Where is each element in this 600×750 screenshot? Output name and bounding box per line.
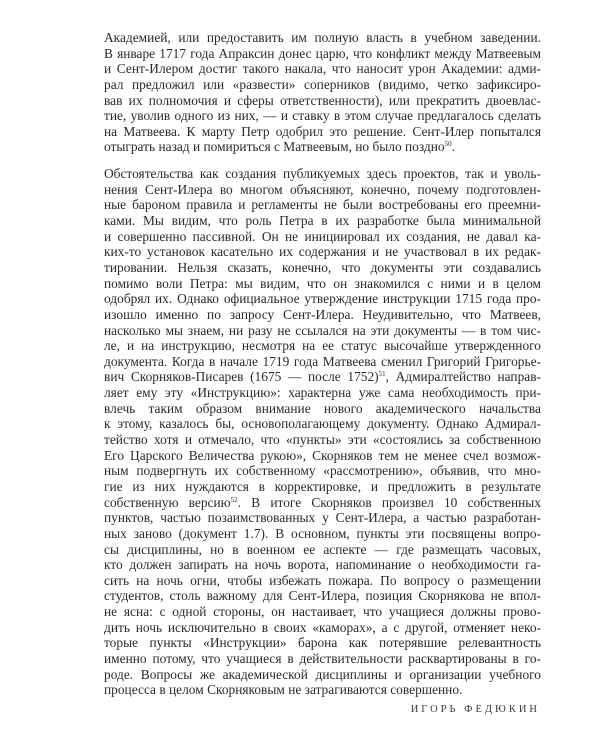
text-line [104, 495, 541, 511]
text-line [104, 108, 541, 124]
line-text: изошло именно по запросу Сент-Илера. Неудивительно, что Матвеев, [104, 306, 541, 322]
line-text: студентов, столь важному для Сент-Илера, позиция Скорнякова не впол- [104, 588, 541, 604]
text-line [104, 139, 541, 155]
text-line [104, 307, 541, 323]
text-line [104, 338, 541, 354]
text-line [104, 354, 541, 370]
text-line [104, 588, 541, 604]
text-line [104, 213, 541, 229]
line-text: ких-то установок касательно их содержания и не участвовал в их редак- [104, 244, 541, 260]
text-line [104, 244, 541, 260]
text-line [104, 276, 541, 292]
text-line [104, 635, 541, 651]
line-text: тейство хотя и отмечало, что «пункты» эти «состоялись за собственною [104, 432, 541, 448]
text-line [104, 667, 541, 683]
text-line [104, 385, 541, 401]
line-text: собственную версию [104, 494, 231, 510]
text-line [104, 510, 541, 526]
line-text: влечь таким образом внимание нового академического начальства [104, 400, 541, 416]
text-line [104, 620, 541, 636]
text-line [104, 557, 541, 573]
text-line [104, 651, 541, 667]
line-text: дить ночь исключительно в своих «каморах», а с другой, отменяет неко- [104, 619, 541, 635]
line-text: ных заново (документ 1.7). В основном, пункты эти посвящены вопро- [104, 525, 541, 541]
line-text: к этому, казалось бы, основополагающему документу. Однако Адмирал- [104, 416, 541, 432]
footnote-ref: 52 [230, 495, 238, 504]
text-line [104, 124, 541, 140]
line-text: роде. Вопросы же академической дисциплины и организации учебного [104, 666, 541, 682]
text-line [104, 77, 541, 93]
line-text: тие, уволив одного из них, — и ставку в этом случае предлагалось сделать [104, 108, 541, 124]
paragraph [104, 30, 541, 155]
text-line [104, 197, 541, 213]
text-line [104, 182, 541, 198]
line-text: вич Скорняков-Писарев (1675 — после 1752) [104, 369, 379, 385]
line-text: нения Сент-Илера во многом объясняют, конечно, почему подготовлен- [104, 181, 541, 197]
text-line [104, 93, 541, 109]
text-line [104, 463, 541, 479]
line-text: одобрял их. Однако официальное утверждение инструкции 1715 года про- [104, 291, 541, 307]
line-text-after-note: , Адмиралтейство направ- [385, 369, 541, 385]
text-line [104, 401, 541, 417]
line-text: помимо воли Петра: мы видим, что он знакомился с ними и в целом [104, 275, 541, 291]
text-line [104, 682, 541, 698]
line-text: отыграть назад и помириться с Матвеевым, но было поздно [104, 139, 445, 155]
paragraph [104, 166, 541, 698]
line-text: и Сент-Илером достиг такого накала, что наносит урон Академии: адми- [104, 61, 541, 77]
text-line [104, 526, 541, 542]
text-line [104, 542, 541, 558]
line-text: тировании. Нельзя сказать, конечно, что документы эти создавались [104, 259, 541, 275]
text-line [104, 291, 541, 307]
text-line [104, 323, 541, 339]
running-footer-author: ИГОРЬ ФЕДЮКИН [410, 704, 540, 715]
text-line [104, 260, 541, 276]
line-text: сить на ночь огни, чтобы избежать пожара. По вопросу о размещении [104, 572, 541, 588]
line-text: ные бароном правила и регламенты не были востребованы его преемни- [104, 197, 541, 213]
line-text: кто должен запирать на ночь ворота, напоминание о необходимости га- [104, 557, 541, 573]
text-line [104, 166, 541, 182]
line-text: вав их полномочия и сферы ответственности), или прекратить двоевлас- [104, 92, 541, 108]
line-text: Академией, или предоставить им полную власть в учебном заведении. [104, 30, 541, 45]
line-text: ками. Мы видим, что роль Петра в их разработке была минимальной [104, 213, 541, 229]
line-text: именно потому, что учащиеся в действительности расквартированы в го- [104, 650, 541, 666]
line-text: Обстоятельства как создания публикуемых здесь проектов, так и уволь- [104, 166, 541, 182]
text-line [104, 61, 541, 77]
line-text: ным подвергнуть их собственному «рассмотрению», объявив, что мно- [104, 463, 541, 479]
text-line [104, 432, 541, 448]
text-line [104, 448, 541, 464]
line-text: насколько мы знаем, ни разу не ссылался на эти документы — в том чис- [104, 322, 541, 338]
text-line [104, 604, 541, 620]
line-text: документа. Когда в начале 1719 года Матвеева сменил Григорий Григорье- [104, 353, 541, 369]
line-text: ле, и на инструкцию, несмотря на ее статус высочайше утвержденного [104, 338, 541, 354]
line-text: Его Царского Величества рукою», Скорняков тем не менее счел возмож- [104, 447, 541, 463]
line-text: рал предложил или «развести» соперников (видимо, четко зафиксиро- [104, 76, 541, 92]
line-text: на Матвеева. К марту Петр одобрил это решение. Сент-Илер попытался [104, 123, 541, 139]
text-line [104, 416, 541, 432]
line-text: процесса в целом Скорняковым не затрагиваются совершенно. [104, 682, 463, 698]
footnote-ref: 50 [444, 140, 452, 149]
line-text: сы дисциплины, но в военном ее аспекте — где размещать часовых, [104, 541, 541, 557]
line-text-after-note: . В итоге Скорняков произвел 10 собственных [237, 494, 541, 510]
line-text: торые пункты «Инструкции» барона как потерявшие релевантность [104, 635, 541, 651]
text-line [104, 46, 541, 62]
line-text: и совершенно пассивной. Он не инициировал их создания, не давал ка- [104, 228, 541, 244]
line-text: не ясна: с одной стороны, он настаивает, что учащиеся должны прово- [104, 604, 541, 620]
line-text: ляет ему эту «Инструкцию»: характерна уже сама необходимость при- [104, 385, 541, 401]
line-text: гие из них нуждаются в корректировке, и предложить в результате [104, 478, 541, 494]
text-line [104, 573, 541, 589]
body-text [104, 30, 541, 698]
footnote-ref: 51 [378, 370, 386, 379]
line-text-after-note: . [451, 139, 455, 155]
line-text: пунктов, частью позаимствованных у Сент-Илера, а частью разработан- [104, 510, 541, 526]
text-line [104, 30, 541, 46]
line-text: В январе 1717 года Апраксин донес царю, что конфликт между Матвеевым [104, 45, 541, 61]
text-line [104, 369, 541, 385]
text-line [104, 479, 541, 495]
text-line [104, 229, 541, 245]
